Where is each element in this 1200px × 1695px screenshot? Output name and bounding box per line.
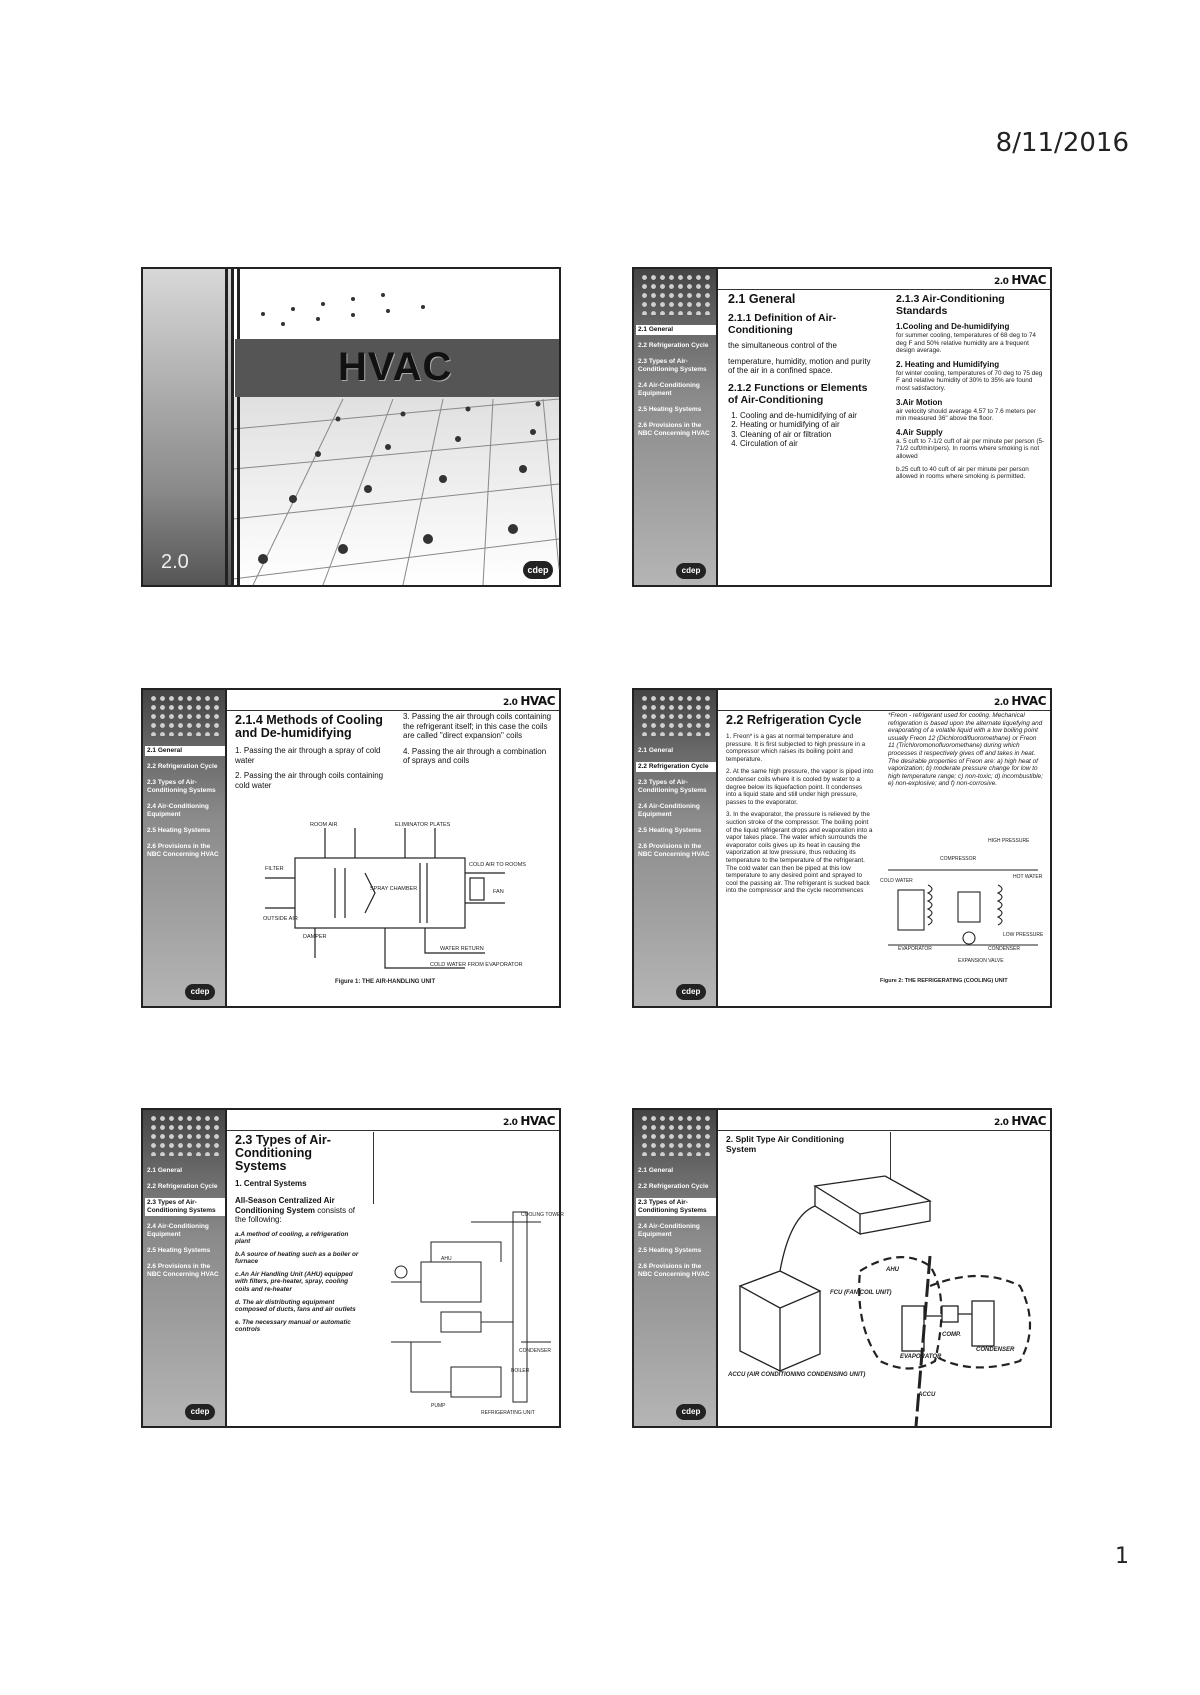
hvac-badge: 2.0 HVAC (502, 694, 555, 708)
label-hot-water: HOT WATER (1013, 874, 1043, 880)
hvac-badge: 2.0 HVAC (502, 1114, 555, 1128)
slide-types-systems (141, 1108, 564, 1428)
nav-item-types[interactable]: 2.3 Types of Air-Conditioning Systems (147, 779, 216, 794)
page-number: 1 (1115, 1544, 1129, 1569)
nav-item-types[interactable]: 2.3 Types of Air-Conditioning Systems (638, 779, 707, 794)
heading-types: 2.3 Types of Air-Conditioning Systems (235, 1133, 331, 1173)
heading-functions: 2.1.2 Functions or Elements of Air-Conditioning (728, 381, 868, 406)
nav-item-heating[interactable]: 2.5 Heating Systems (638, 1247, 702, 1254)
nav-item-refrigeration[interactable]: 2.2 Refrigeration Cycle (147, 763, 218, 770)
refrigeration-step-3: 3. In the evaporator, the pressure is relieved by the suction stroke of the compressor. The boiling point of the liquid refrigerant drops and evaporation into a vapor takes place. The water which surrounds the evaporator coils gives up its heat in causing the vaporization at low pressure, thus reducing its temperature to the temperature of the refrigerant. The cold water can then be piped at this low temperature to any desired point and sprayed to cool the passing air. The refrigerant is sucked back into the compressor and the cycle recommences (726, 811, 873, 895)
cdep-logo: cdep (676, 984, 706, 1000)
component-e: e. The necessary manual or automatic controls (235, 1318, 351, 1334)
heading-general: 2.1 General (728, 292, 796, 306)
label-cold-air: COLD AIR TO ROOMS (469, 862, 526, 868)
cdep-logo: cdep (676, 563, 706, 579)
list-item: 1. Cooling and de-humidifying of air (740, 411, 878, 421)
std-cooling-heading: 1.Cooling and De-humidifying (896, 322, 1010, 331)
label-low-pressure: LOW PRESSURE (1003, 932, 1044, 938)
label-condenser: CONDENSER (988, 946, 1020, 952)
nav-item-nbc[interactable]: 2.6 Provisions in the NBC Concerning HVAC (147, 843, 219, 858)
std-supply-heading: 4.Air Supply (896, 427, 943, 437)
std-heating-heading: 2. Heating and Humidifying (896, 359, 1000, 369)
slide-split-type (632, 1108, 1052, 1428)
label-condenser: CONDENSER (519, 1348, 551, 1354)
std-motion-heading: 3.Air Motion (896, 397, 943, 407)
list-item: 3. Cleaning of air or filtration (740, 430, 878, 440)
heading-refrigeration: 2.2 Refrigeration Cycle (726, 713, 862, 727)
refrigeration-step-1: 1. Freon* is a gas at normal temperature and pressure. It is first subjected to high pressure in a compressor which raises its boiling point and temperature. (726, 733, 866, 763)
nav-item-nbc[interactable]: 2.6 Provisions in the NBC Concerning HVAC (638, 1263, 710, 1278)
sidebar-nav (145, 1166, 225, 1286)
nav-item-equipment[interactable]: 2.4 Air-Conditioning Equipment (147, 803, 209, 818)
label-water-return: WATER RETURN (440, 946, 484, 952)
cdep-logo: cdep (185, 1404, 215, 1420)
refrigerating-unit-diagram (878, 830, 1048, 990)
nav-item-general[interactable]: 2.1 General (638, 1167, 674, 1174)
heading-methods: 2.1.4 Methods of Cooling and De-humidifying (235, 713, 383, 740)
list-item: 4. Circulation of air (740, 439, 878, 449)
sidebar-nav (145, 746, 225, 866)
std-cooling-text: for summer cooling, temperatures of 68 deg to 74 deg F and 50% relative humidity are a frequent design average. (896, 332, 1036, 355)
method-2: 2. Passing the air through coils containing cold water (235, 771, 384, 790)
title-pillars (225, 269, 243, 585)
nav-item-refrigeration[interactable]: 2.2 Refrigeration Cycle (638, 342, 709, 349)
air-handling-unit-diagram (255, 818, 525, 988)
nav-item-general[interactable]: 2.1 General (636, 325, 716, 335)
nav-item-nbc[interactable]: 2.6 Provisions in the NBC Concerning HVAC (638, 422, 710, 437)
label-spray: SPRAY CHAMBER (370, 886, 418, 892)
label-pump: PUMP (431, 1403, 446, 1409)
label-accu: ACCU (918, 1392, 936, 1398)
nav-item-equipment[interactable]: 2.4 Air-Conditioning Equipment (147, 1223, 209, 1238)
component-d: d. The air distributing equipment composed of ducts, fans and air outlets (235, 1298, 356, 1314)
slide-general (632, 267, 1052, 587)
label-cooling-tower: COOLING TOWER (521, 1212, 564, 1218)
title-wall (143, 269, 233, 585)
label-ahu: AHU (886, 1267, 899, 1273)
nav-item-general[interactable]: 2.1 General (147, 1167, 183, 1174)
label-fan: FAN (493, 889, 504, 895)
label-condenser: CONDENSER (976, 1347, 1015, 1353)
nav-item-heating[interactable]: 2.5 Heating Systems (147, 827, 211, 834)
sidebar-nav (636, 325, 716, 445)
nav-item-heating[interactable]: 2.5 Heating Systems (147, 1247, 211, 1254)
std-heating-text: for winter cooling, temperatures of 70 deg to 75 deg F and relative humidity of 30% to 35% are found most satisfactory. (896, 369, 1043, 392)
label-eliminator: ELIMINATOR PLATES (395, 822, 451, 828)
nav-item-equipment[interactable]: 2.4 Air-Conditioning Equipment (638, 382, 700, 397)
central-system-diagram (371, 1202, 564, 1422)
label-comp: COMP. (942, 1332, 961, 1338)
slide-refrigeration-cycle (632, 688, 1052, 1008)
page-date: 8/11/2016 (995, 128, 1129, 158)
component-c: c.An Air Handling Unit (AHU) equipped with filters, pre-heater, spray, cooling coils and re-heater (235, 1270, 353, 1294)
nav-item-heating[interactable]: 2.5 Heating Systems (638, 827, 702, 834)
heading-definition: 2.1.1 Definition of Air-Conditioning (728, 312, 837, 336)
hvac-badge: 2.0 HVAC (993, 1114, 1046, 1128)
label-outside-air: OUTSIDE AIR (263, 916, 298, 922)
cdep-logo: cdep (185, 984, 215, 1000)
label-fcu: FCU (FAN COIL UNIT) (830, 1290, 892, 1296)
std-supply-text-b: b.25 cuft to 40 cuft of air per minute per person allowed in rooms where smoking is permitted. (896, 465, 1029, 481)
nav-item-refrigeration[interactable]: 2.2 Refrigeration Cycle (636, 762, 716, 772)
nav-item-general[interactable]: 2.1 General (638, 747, 674, 754)
method-4: 4. Passing the air through a combination of sprays and coils (403, 746, 547, 765)
slide-main-title: HVAC (338, 345, 453, 389)
component-a: a.A method of cooling, a refrigeration plant (235, 1230, 349, 1246)
slide-title (141, 267, 561, 587)
hvac-badge: 2.0 HVAC (993, 694, 1046, 708)
nav-item-refrigeration[interactable]: 2.2 Refrigeration Cycle (638, 1183, 709, 1190)
label-refrigerating-unit: REFRIGERATING UNIT (481, 1410, 535, 1416)
label-evaporator: EVAPORATOR (898, 946, 932, 952)
nav-item-types[interactable]: 2.3 Types of Air-Conditioning Systems (145, 1198, 225, 1216)
label-evaporator: EVAPORATOR (900, 1354, 942, 1360)
label-high-pressure: HIGH PRESSURE (988, 838, 1030, 844)
hvac-badge: 2.0 HVAC (993, 273, 1046, 287)
slide-methods-cooling (141, 688, 561, 1008)
cdep-logo: cdep (523, 561, 553, 579)
method-3: 3. Passing the air through coils containing the refrigerant itself; in this case the coils are called "direct expansion" coils (403, 712, 552, 740)
definition-text-2: temperature, humidity, motion and purity of the air in a confined space. (728, 356, 871, 375)
nav-item-types[interactable]: 2.3 Types of Air-Conditioning Systems (638, 358, 707, 373)
label-cold-water: COLD WATER FROM EVAPORATOR (430, 962, 523, 968)
heading-split-type: 2. Split Type Air Conditioning System (726, 1134, 845, 1154)
label-room-air: ROOM AIR (310, 822, 338, 828)
heading-standards: 2.1.3 Air-Conditioning Standards (896, 293, 1005, 317)
label-ahu: AHU (441, 1256, 452, 1262)
nav-item-equipment[interactable]: 2.4 Air-Conditioning Equipment (638, 803, 700, 818)
nav-item-types[interactable]: 2.3 Types of Air-Conditioning Systems (636, 1198, 716, 1216)
split-type-diagram (720, 1176, 1050, 1426)
label-accu-long: ACCU (AIR CONDITIONING CONDENSING UNIT) (728, 1372, 866, 1378)
nav-item-equipment[interactable]: 2.4 Air-Conditioning Equipment (638, 1223, 700, 1238)
cdep-logo: cdep (676, 1404, 706, 1420)
refrigeration-step-2: 2. At the same high pressure, the vapor is piped into condenser coils where it is cooled by water to a degree below its liquefaction point. It condenses into a liquid state and still under high pressure, passes to the evaporator. (726, 768, 874, 806)
std-motion-text: air velocity should average 4.57 to 7.6 meters per min measured 36" above the floor. (896, 407, 1036, 423)
nav-item-nbc[interactable]: 2.6 Provisions in the NBC Concerning HVAC (147, 1263, 219, 1278)
figure-caption: Figure 1: THE AIR-HANDLING UNIT (335, 979, 436, 985)
label-compressor: COMPRESSOR (940, 856, 977, 862)
nav-item-refrigeration[interactable]: 2.2 Refrigeration Cycle (147, 1183, 218, 1190)
method-1: 1. Passing the air through a spray of cold water (235, 746, 381, 765)
std-supply-text-a: a. 5 cuft to 7-1/2 cuft of air per minute per person (5-71/2 cuft/min/pers). In rooms where smoking is not allowed (896, 437, 1045, 460)
freon-note: *Freon - refrigerant used for cooling. Mechanical refrigeration is based upon the alternate liquefying and evaporating of a volatile liquid with a low boiling point usually Freon 12 (Dichlorodifluoromethane) or Freon 11 (Trichloromonofluoromethane) during which processes it respectively gives off and takes in heat. The desirable properties of Freon are: a) high heat of vaporization; b) moderate pressure change for low to high temperature range; c) non-toxic; d) incombustible; e) non-explosive; and f) non-corrosive. (888, 712, 1043, 788)
label-boiler: BOILER (511, 1368, 530, 1374)
sidebar-nav (636, 746, 716, 866)
figure-caption: Figure 2: THE REFRIGERATING (COOLING) UNIT (880, 978, 1008, 984)
label-damper: DAMPER (303, 934, 327, 940)
label-expansion-valve: EXPANSION VALVE (958, 958, 1004, 964)
system-intro: All-Season Centralized Air Conditioning System consists of the following: (235, 1196, 356, 1224)
sidebar-nav (636, 1166, 716, 1286)
functions-list (728, 411, 878, 449)
nav-item-heating[interactable]: 2.5 Heating Systems (638, 406, 702, 413)
list-item: 2. Heating or humidifying of air (740, 420, 878, 430)
label-cold-water: COLD WATER (880, 878, 913, 884)
nav-item-nbc[interactable]: 2.6 Provisions in the NBC Concerning HVAC (638, 843, 710, 858)
definition-text-1: the simultaneous control of the (728, 341, 837, 350)
chapter-number: 2.0 (161, 551, 189, 573)
component-b: b.A source of heating such as a boiler or furnace (235, 1250, 359, 1266)
label-filter: FILTER (265, 866, 284, 872)
central-systems: 1. Central Systems (235, 1179, 307, 1188)
nav-item-general[interactable]: 2.1 General (145, 746, 225, 756)
